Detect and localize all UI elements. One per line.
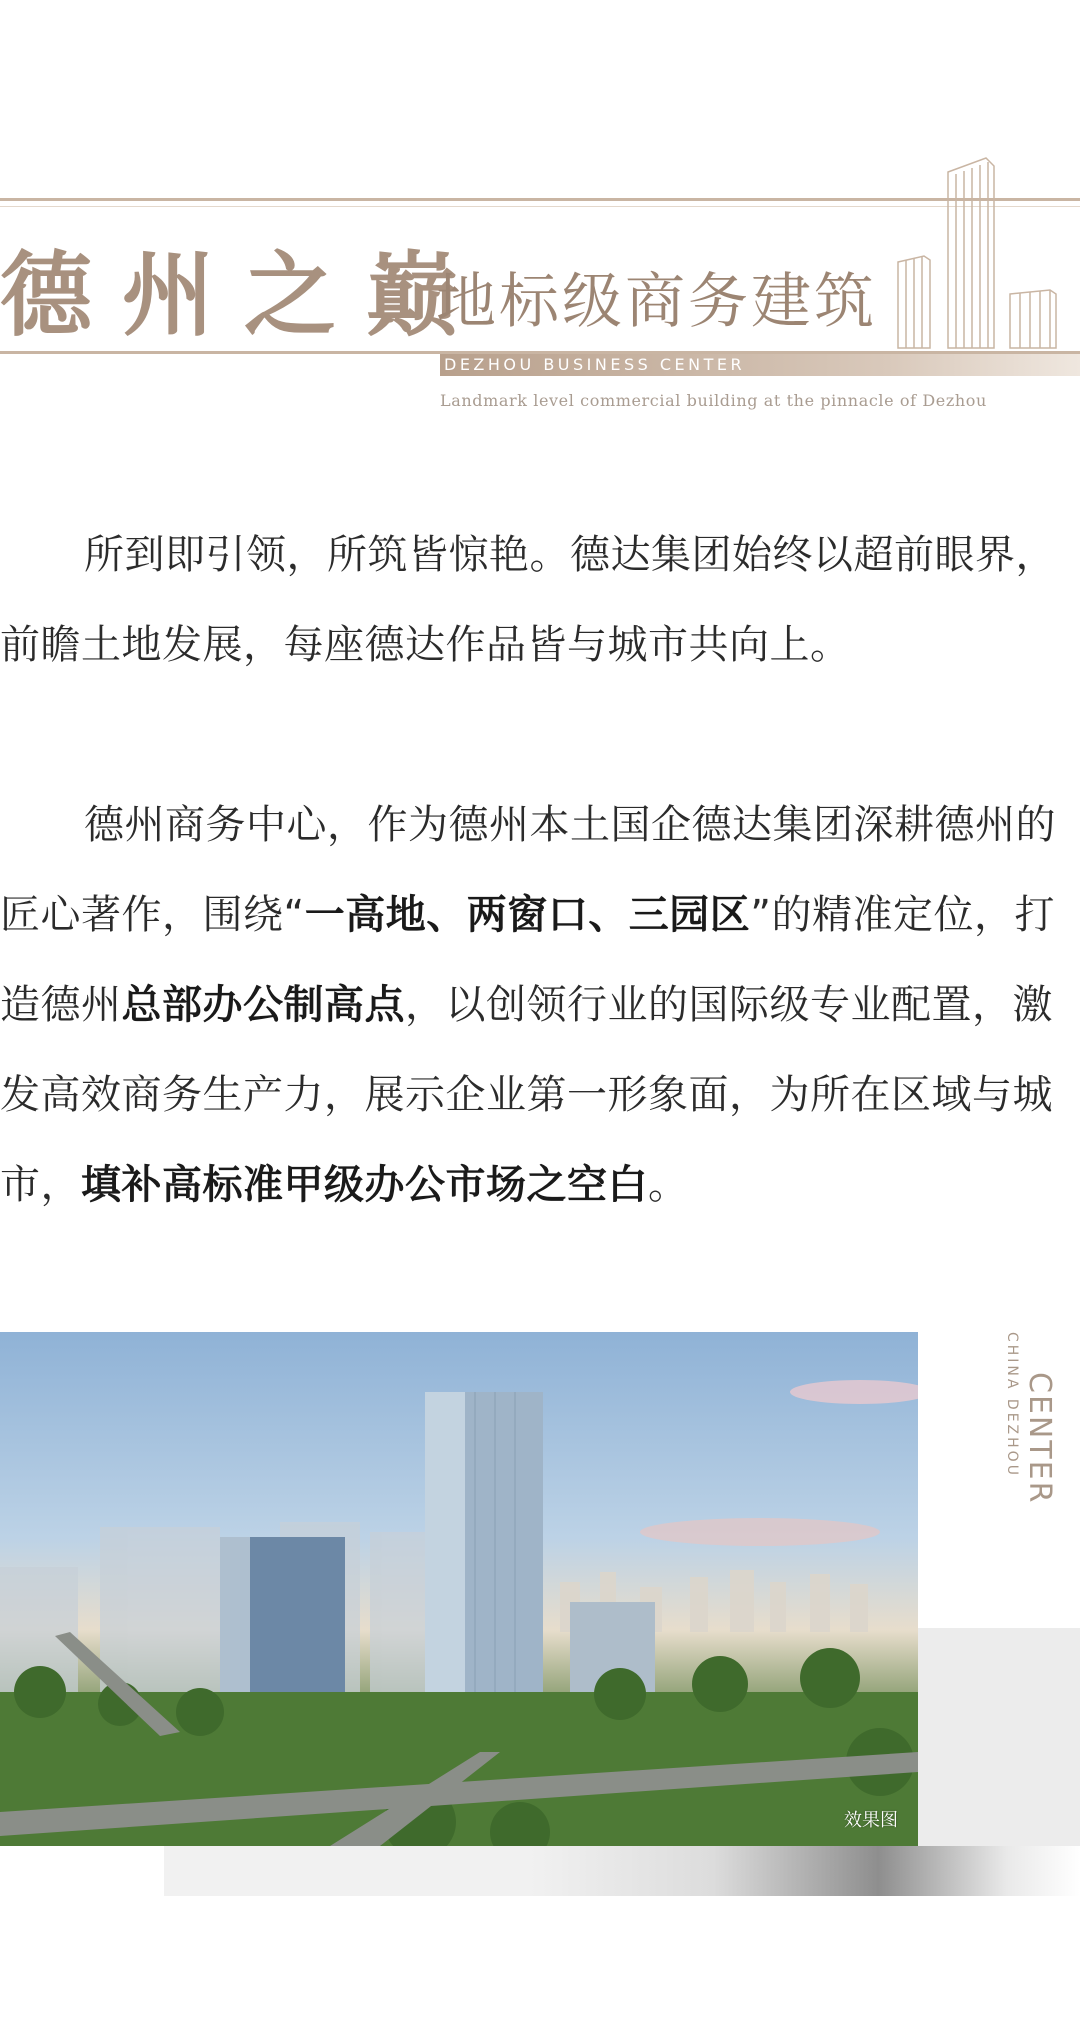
english-title-bar — [440, 354, 1080, 376]
desc-bold-market: 填补高标准甲级办公市场之空白 — [81, 1162, 648, 1208]
building-rendering — [0, 1332, 918, 1846]
side-label-small: CHINA DEZHOU — [1004, 1332, 1020, 1478]
english-tagline: Landmark level commercial building at the pinnacle of Dezhou — [440, 391, 987, 410]
side-label-big: CENTER — [1022, 1372, 1057, 1505]
rendering-note: 效果图 — [844, 1810, 898, 1831]
page-title: 德州之巅 — [0, 241, 489, 349]
building-illustration — [890, 152, 1080, 352]
desc-text-a: 德州商务中心，作为德州本土国企德达集团深耕德州的匠心著作，围绕“ — [0, 802, 1056, 938]
bottom-grey-band — [164, 1846, 1080, 1896]
page-subtitle: 地标级商务建筑 — [436, 267, 877, 337]
description-paragraph — [0, 780, 1080, 1230]
english-title: DEZHOU BUSINESS CENTER — [444, 355, 746, 374]
desc-text-d: ，以创领行业的国际级专业配置，激发高效商务生产力，展示企业第一形象面，为所在区域与城市， — [0, 982, 1053, 1208]
desc-bold-hq: 总部办公制高点 — [121, 982, 405, 1028]
intro-paragraph: 所到即引领，所筑皆惊艳。德达集团始终以超前眼界，前瞻土地发展，每座德达作品皆与城市共向上。 — [0, 532, 1056, 668]
desc-text-c: ”的精准定位，打造德州 — [0, 892, 1055, 1028]
side-grey-block — [918, 1628, 1080, 1846]
desc-bold-positioning: 一高地、两窗口、三园区 — [304, 892, 751, 938]
desc-text-e: 。 — [648, 1162, 689, 1208]
rendering-scene — [0, 1332, 918, 1846]
